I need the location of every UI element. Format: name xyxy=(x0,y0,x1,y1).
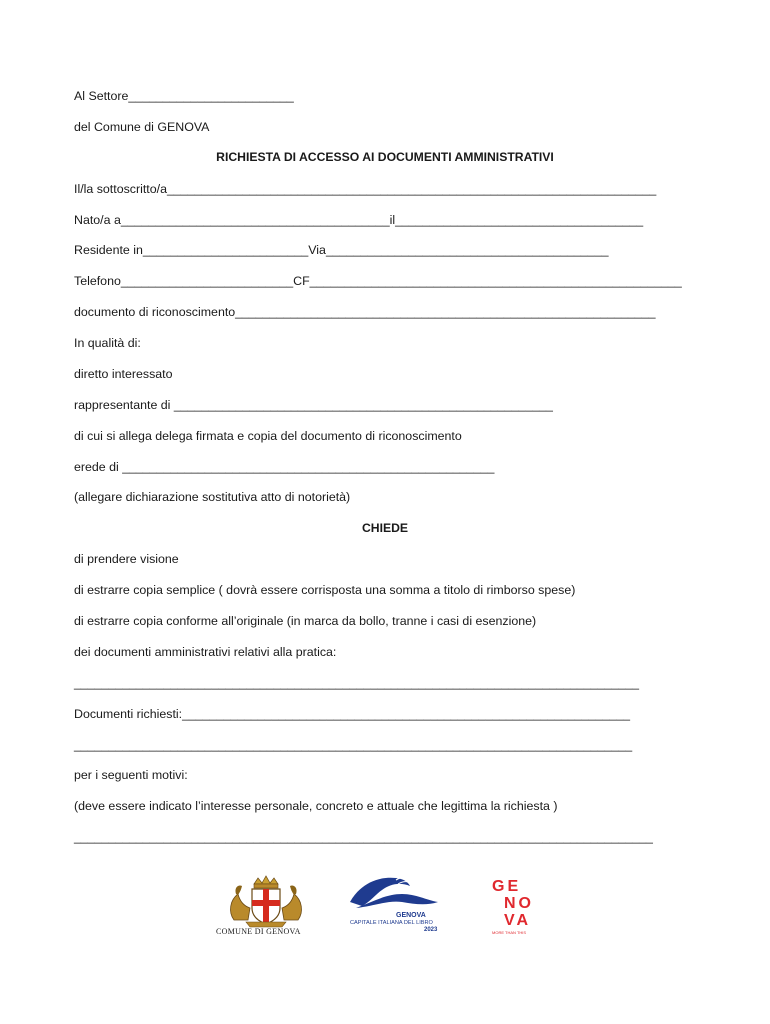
blank-line-2: _________________________________________________________________________________ xyxy=(74,738,633,752)
document-title: RICHIESTA DI ACCESSO AI DOCUMENTI AMMINISTRATIVI xyxy=(216,150,554,164)
recipient-sector-line: Al Settore________________________ xyxy=(74,89,294,103)
field-residente: Residente in________________________Via_________________________________________ xyxy=(74,243,609,257)
motivi-note: (deve essere indicato l’interesse personale, concreto e attuale che legittima la richiesta ) xyxy=(74,799,558,813)
field-documento: documento di riconoscimento_____________________________________________________________ xyxy=(74,305,656,319)
option-diretto-interessato: diretto interessato xyxy=(74,367,173,381)
field-documenti-richiesti: Documenti richiesti:_________________________________________________________________ xyxy=(74,707,631,721)
erede-note: (allegare dichiarazione sostitutiva atto di notorietà) xyxy=(74,490,351,504)
crest-icon xyxy=(216,872,316,928)
wave-book-icon xyxy=(346,872,442,912)
motivi-label: per i seguenti motivi: xyxy=(74,768,188,782)
genova-brand-row-2: NO xyxy=(504,895,534,912)
comune-genova-logo xyxy=(216,872,316,942)
field-nato: Nato/a a_______________________________________il____________________________________ xyxy=(74,213,644,227)
genova-brand-tag: MORE THAN THIS xyxy=(492,930,527,935)
option-copia-semplice: di estrarre copia semplice ( dovrà essere corrisposta una somma a titolo di rimborso spese) xyxy=(74,583,576,597)
blank-line-1: __________________________________________________________________________________ xyxy=(74,676,640,690)
footer-logos xyxy=(0,872,770,942)
field-telefono-cf: Telefono_________________________CF______________________________________________________ xyxy=(74,274,682,288)
delega-note: di cui si allega delega firmata e copia del documento di riconoscimento xyxy=(74,429,462,443)
capitale-libro-logo xyxy=(346,872,446,942)
blank-line-3: ____________________________________________________________________________________ xyxy=(74,830,653,844)
genova-brand-row-3: VA xyxy=(504,912,532,929)
comune-genova-caption: COMUNE DI GENOVA xyxy=(216,927,301,936)
recipient-comune-line: del Comune di GENOVA xyxy=(74,120,210,134)
genova-brand-logo xyxy=(488,872,558,942)
capitale-year: 2023 xyxy=(424,927,438,933)
capitale-city: GENOVA xyxy=(396,912,426,919)
option-erede: erede di ______________________________________________________ xyxy=(74,460,495,474)
qualita-label: In qualità di: xyxy=(74,336,141,350)
option-visione: di prendere visione xyxy=(74,552,179,566)
chiede-heading: CHIEDE xyxy=(361,521,409,535)
genova-brand-row-1: GE xyxy=(492,878,522,895)
documenti-pratica-label: dei documenti amministrativi relativi alla pratica: xyxy=(74,645,337,659)
field-sottoscritto: Il/la sottoscritto/a_______________________________________________________________________ xyxy=(74,182,657,196)
capitale-text: CAPITALE ITALIANA DEL LIBRO xyxy=(350,920,433,926)
option-rappresentante: rappresentante di _______________________________________________________ xyxy=(74,398,553,412)
option-copia-conforme: di estrarre copia conforme all’originale (in marca da bollo, tranne i casi di esenzione) xyxy=(74,614,537,628)
